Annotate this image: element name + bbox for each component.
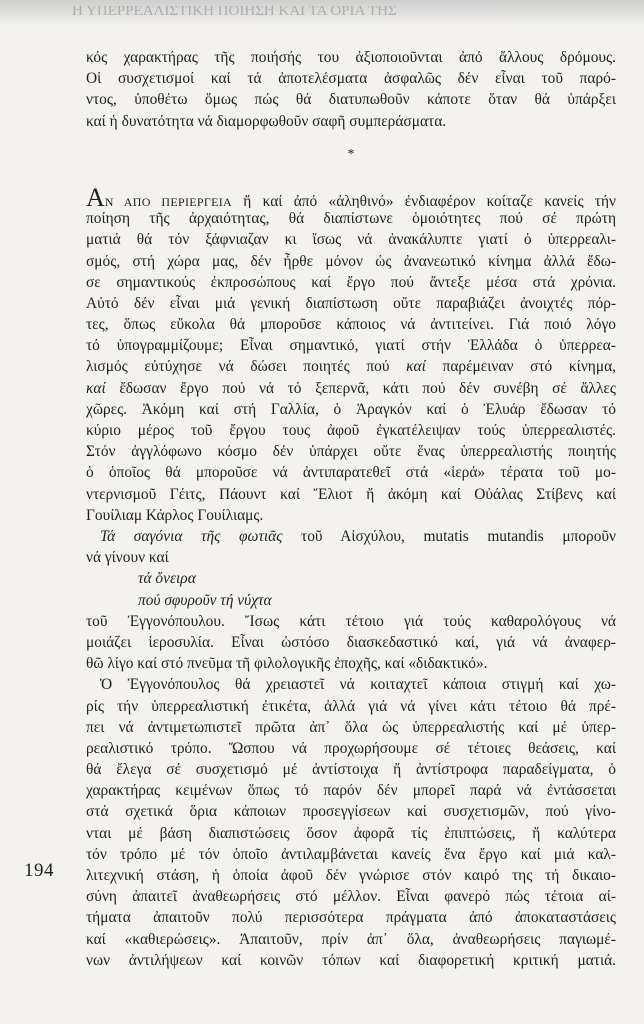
text-line: σύνη ἀπαιτεῖ ἀναθεωρήσεις στό μέλλον. Εἶναι φανερό πώς τέτοια αἰ- [86,888,616,906]
text-run: παρέμειναν στό κίνημα, [425,358,616,376]
text-line: νται μέ βάση διαπιστώσεις ὅσον ἀφορᾶ τίς ἐπιπτώσεις, ἤ καλύτερα [86,824,616,842]
text-line: ρεαλιστικό τρόπο. Ὥσπου νά προχωρήσουμε σέ τέτοιες θεάσεις, καί [86,739,616,757]
text-line: Στόν ἀγγλόφωνο κόσμο δέν ὑπάρχει οὔτε ἕνας ὑπερρεαλιστής ποιητής [86,443,616,461]
text-line: τες, ὅπως εὔκολα θά μποροῦσε κάποιος νά ἀντιτείνει. Γιά ποιό λόγο [86,316,616,334]
paragraph-section-opening [86,187,616,526]
italic-emphasis: καί [406,358,426,376]
text-line: ποίηση τῆς ἀρχαιότητας, θά διαπίστωνε ὁμοιότητες πού σέ πρώτη [86,210,616,228]
text-line: Αὐτό δέν εἶναι μιά γενική διαπίστωση οὔτε παραβιάζει ἀνοιχτές πόρ- [86,294,616,312]
text-line: κός χαρακτήρας τῆς ποιήσής του ἀξιοποιοῦνται ἀπό ἄλλους δρόμους. [86,49,616,66]
text-line: ντος, ὑποθέτω ὅμως πώς θά διατυπωθοῦν κάποτε ὅταν θά ὑπάρξει [86,91,616,109]
text-line: ρίς τήν ὑπερρεαλιστική ἐτικέτα, ἀλλά γιά νά γίνει κάτι τέτοιο θά πρέ- [86,697,616,715]
text-line: τήματα ἀπαιτοῦν πολύ περισσότερα πράγματα ἀπό ἀποκαταστάσεις [86,909,616,927]
running-header-fragment: Η ΥΠΕΡΡΕΑΛΙΣΤΙΚΗ ΠΟΙΗΣΗ ΚΑΙ ΤΑ ΟΡΙΑ ΤΗΣ [72,6,397,16]
text-line-first [86,187,616,208]
paragraph-continuation [86,47,616,132]
text-line [86,526,616,547]
text-line: κύριο μέρος τοῦ ἔργου τους ἀφοῦ ἐγκατέλειψαν τούς ὑπερρεαλιστές. [86,422,616,440]
text-line: ὁ ὁποῖος θά μποροῦσε νά ἀντιπαρατεθεῖ στά «ἱερά» τέρατα τοῦ μο- [86,464,616,482]
italic-emphasis: καί [86,379,106,397]
text-line: καί ἡ δυνατότητα νά διαμορφωθοῦν σαφῆ συμπεράσματα. [86,112,447,130]
text-line: πει νά ἀντιμετωπιστεῖ πρῶτα ἀπ᾽ ὅλα ὡς ὑπερρεαλιστής καί μέ ὑπερ- [86,718,616,736]
text-line: σμός, στή χώρα μας, δέν ἦρθε μόνον ὡς ἀνανεωτικό κίνημα ἀλλά ἔδω- [86,252,616,270]
text-run: ἔδωσαν ἔργο πού νά τό ξεπερνᾶ, κάτι πού δέν συνέβη σέ ἄλλες [105,379,616,397]
text-line: στά σχετικά ὅρια κάποιων προσεγγίσεων καί συσχετισμῶν, πού γίνο- [86,803,616,821]
text-line: σε σημαντικούς ἐκπροσώπους καί ἔργο πού ἄντεξε μέσα στά χρόνια. [86,273,616,291]
paragraph-closing [86,674,616,971]
text-line: χῶρες. Ἀκόμη καί στή Γαλλία, ὁ Ἀραγκόν καί ὁ Ἐλυάρ ἔδωσαν τό [86,400,616,418]
text-line: τό ὑπογραμμίζουμε; Εἶναι σημαντικό, γιατί στήν Ἑλλάδα ὁ ὑπερρεα- [86,337,616,355]
paragraph-quote [86,526,616,674]
text-run: λισμός εὐτύχησε νά δώσει ποιητές πού [86,358,390,376]
drop-cap: Α [86,186,105,209]
text-line: θά ἔλεγα σέ συσχετισμό μέ ἀντίστοιχα ἤ ἀντίστροφα παραδείγματα, ὁ [86,761,616,779]
text-line: νά γίνουν καί [86,549,169,567]
text-line: τοῦ Ἐγγονόπουλου. Ἴσως κάτι τέτοιο γιά τούς καθαρολόγους νά [86,612,616,630]
scan-top-shadow [0,0,644,26]
text-line [86,356,616,377]
section-separator: * [347,146,355,162]
text-run: ἤ καί ἀπό «ἀληθινό» ἐνδιαφέρον κοίταζε κανείς τήν [232,192,616,209]
text-run: τοῦ Αἰσχύλου, mutatis mutandis μποροῦν [282,527,616,545]
text-line: Οἱ συσχετισμοί καί τά ἀποτελέσματα ἀσφαλῶς δέν εἶναι τοῦ παρό- [86,70,616,88]
text-line [86,378,616,399]
page-body [86,47,616,971]
italic-title: Τά σαγόνια τῆς φωτιᾶς [100,527,283,545]
verse-line: τά ὄνειρα [138,570,196,588]
text-line: νων ἀντιλήψεων καί κοινῶν τόπων καί διαφορετική κριτική ματιά. [86,951,616,969]
text-line: ντερνισμοῦ Γέιτς, Πάουντ καί Ἔλιοτ ἤ ἀκόμη καί Οὐάλας Στίβενς καί [86,485,616,503]
text-line: χαρακτήρας κειμένων ὅπως τό παρόν δέν μπορεῖ παρά νά ἐντάσσεται [86,782,616,800]
text-line: καί «καθιερώσεις». Ἀπαιτοῦν, πρίν ἀπ᾽ ὅλα, ἀναθεωρήσεις παγιωμέ- [86,930,616,948]
page-number: 194 [24,860,54,881]
text-line: θῶ λίγο καί στό πνεῦμα τῆ φιλολογικῆς ἐποχῆς, καί «διδακτικό». [86,655,488,673]
text-line: Ὁ Ἐγγονόπουλος θά χρειαστεῖ νά κοιταχτεῖ κάποια στιγμή καί χω- [100,676,616,694]
text-line: λιτεχνική στάση, ἡ ὁποία ἀφοῦ δέν γνώρισε στόν καιρό της τή δικαιο- [86,867,616,885]
text-line: τόν τρόπο μέ τόν ὁποῖο ἀντιλαμβάνεται κανείς ἕνα ἔργο καί μιά καλ- [86,845,616,863]
text-line: μοιάζει ἱεροσυλία. Εἶναι ὡστόσο διασκεδαστικό καί, γιά νά ἀναφερ- [86,633,616,651]
text-line: Γουίλιαμ Κάρλος Γουίλιαμς. [86,506,264,524]
verse-line: πού σφυροῦν τή νύχτα [138,591,272,609]
small-caps-lead: Ν ΑΠΟ ΠΕΡΙΕΡΓΕΙΑ [104,194,233,209]
text-line: ματιά θά τόν ξάφνιαζαν κι ἴσως νά ἀνακάλυπτε γιατί ὁ ὑπερρεαλι- [86,231,616,249]
